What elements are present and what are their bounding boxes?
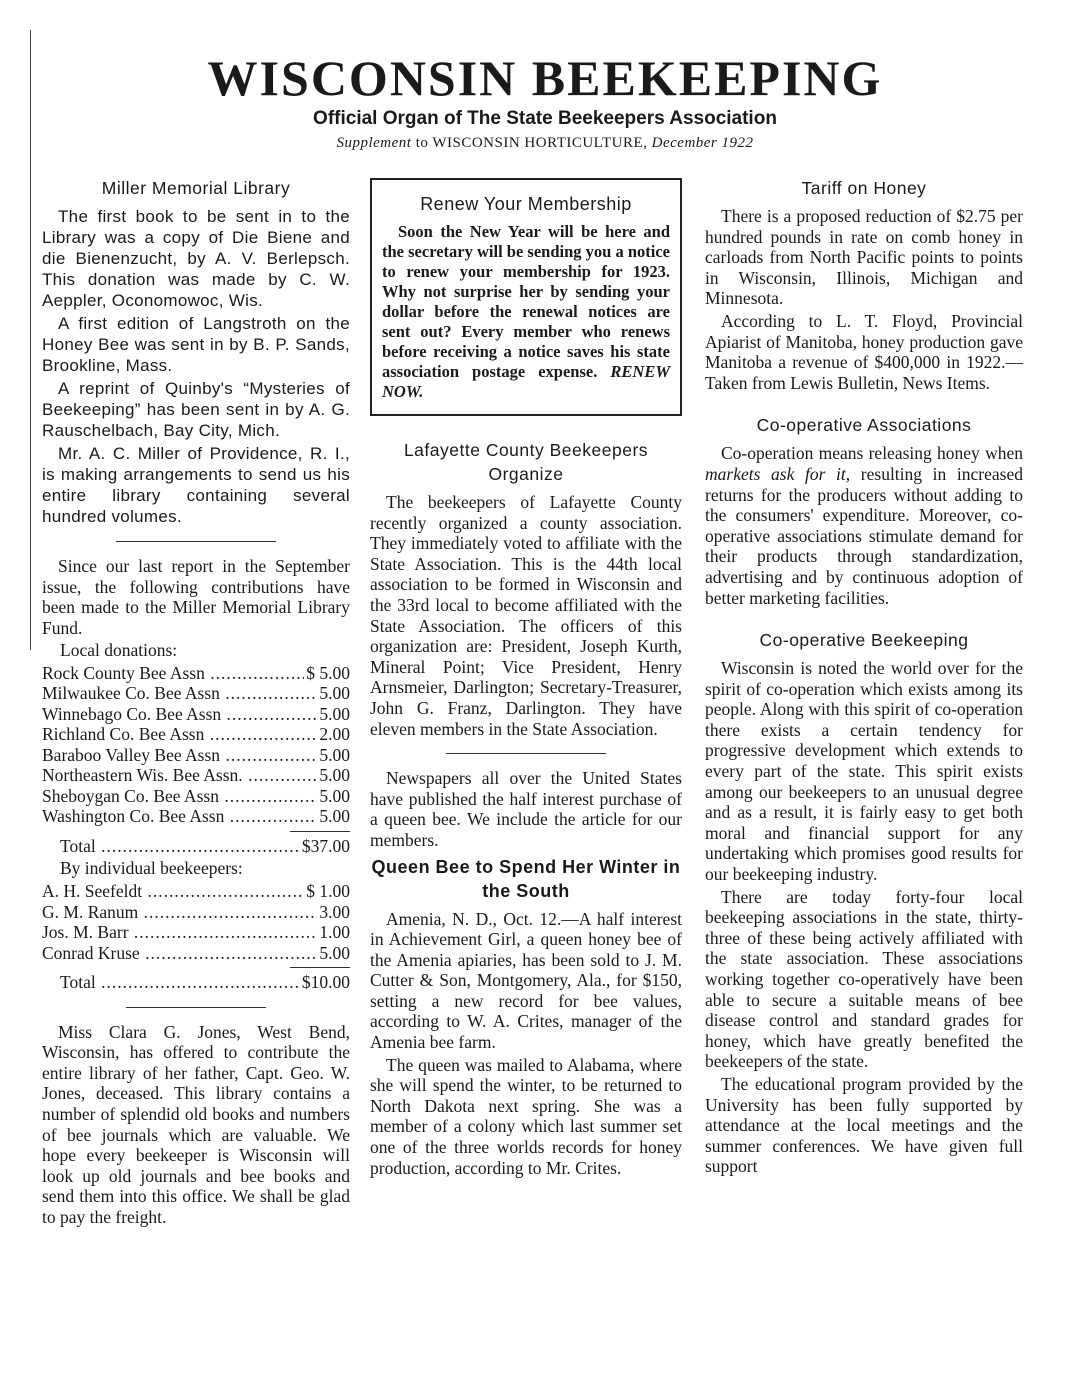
donor-name: Jos. M. Barr .....: [42, 922, 317, 943]
tariff-paragraph: There is a proposed reduction of $2.75 per hundred pounds in rate on comb honey in carloads from North Pacific points to points in Wisconsin, Illinois, Michigan and Minnesota.: [705, 206, 1023, 309]
donation-row: [42, 806, 350, 827]
miller-library-heading: Miller Memorial Library: [101, 178, 291, 198]
column-middle: [370, 172, 682, 1180]
column-left: [42, 172, 350, 1230]
renew-membership-text: [382, 222, 670, 402]
donor-name: Milwaukee Co. Bee Assn .....: [42, 683, 317, 704]
donation-amount: $ 5.00: [306, 662, 350, 683]
donor-name: Richland Co. Bee Assn .....: [42, 724, 317, 745]
local-total-row: [42, 836, 350, 857]
article-paragraph: A reprint of Quinby's “Mysteries of Beekeeping” has been sent in by A. G. Rauschelbach, Bay City, Mich.: [42, 379, 350, 440]
donation-amount: 1.00: [319, 922, 350, 943]
donor-name: G. M. Ranum .....: [42, 902, 317, 923]
donor-name: Rock County Bee Assn .....: [42, 663, 304, 684]
spacer: [705, 610, 1023, 624]
donation-amount: 5.00: [319, 806, 350, 827]
donor-name: Sheboygan Co. Bee Assn .....: [42, 786, 317, 807]
donation-amount: 5.00: [319, 765, 350, 786]
donation-amount: $ 1.00: [306, 881, 350, 902]
newspapers-paragraph: Newspapers all over the United States have published the half interest purchase of a queen bee. We include the article for our members.: [370, 768, 682, 850]
section-divider: [126, 1007, 266, 1008]
donation-row: [42, 765, 350, 786]
tariff-paragraph: According to L. T. Floyd, Provincial Apiarist of Manitoba, honey production gave Manitoba a revenue of $400,000 in 1922.—Taken from Lewis Bulletin, News Items.: [705, 310, 1023, 393]
coop-text: resulting in increased returns for the producers without adding to the consumers' expenditure. Moreover, co-operative associations stimulate demand for their products through standardization, advertising and by continuous adoption of better marketing facilities.: [705, 463, 1023, 608]
article-paragraph: The first book to be sent in to the Library was a copy of Die Biene and die Bienenzucht, by A. V. Berlepsch. This donation was made by C. W. Aeppler, Oconomowoc, Wis.: [42, 207, 350, 310]
donation-row: [42, 663, 350, 684]
donor-name: Winnebago Co. Bee Assn .....: [42, 704, 317, 725]
coop-beekeeping-heading: Co-operative Beekeeping: [759, 630, 969, 651]
individual-donations-label: By individual beekeepers:: [60, 858, 243, 879]
supplement-text: to WISCONSIN HORTICULTURE,: [411, 135, 648, 151]
spacer: [705, 395, 1023, 409]
lafayette-paragraph: The beekeepers of Lafayette County recently organized a county association. They immediately voted to affiliate with the State Association. This is the 44th local association to be formed in Wisconsin and the 33rd local to become affiliated with the State Association. The officers of this organization are: President, Joseph Kurth, Mineral Point; Vice President, Henry Arnsmeier, Darlington; Secretary-Treasurer, John G. Franz, Darlington. They have eleven members in the State Association.: [370, 492, 682, 739]
donation-amount: 5.00: [319, 744, 350, 765]
coop-beekeeping-paragraph: The educational program provided by the University has been fully supported by attendance at the local meetings and the summer conferences. We have given full support: [705, 1073, 1023, 1177]
donation-row: [42, 683, 350, 704]
renew-membership-box: [370, 178, 682, 416]
coop-associations-paragraph: [705, 443, 1023, 608]
donor-name: A. H. Seefeldt .....: [42, 881, 304, 902]
section-divider: [116, 541, 276, 542]
coop-beekeeping-paragraph: There are today forty-four local beekeeping associations in the state, thirty-three of these being actively affiliated with the state association. These associations working together co-operatively have been able to secure a suitable means of bee disease control and standard grades for honey, which have greatly benefited the beekeepers of the state.: [705, 886, 1023, 1072]
renew-now-callout: RENEW NOW.: [382, 362, 670, 401]
individual-total-row: [42, 972, 350, 993]
donation-row: [42, 922, 350, 943]
miller-library-article: [42, 206, 350, 527]
local-total-amount: $37.00: [301, 835, 350, 856]
donor-name: Northeastern Wis. Bee Assn. .....: [42, 765, 317, 786]
coop-associations-heading: Co-operative Associations: [756, 415, 972, 436]
coop-beekeeping-paragraph: Wisconsin is noted the world over for the spirit of co-operation which exists among its people. Along with this spirit of co-operation there exists a certain tendency for progressive development which extends to every part of the state. This spirit exists among our beekeepers to an unusual degree and as a result, it is fairly easy to get both moral and financial support for any undertaking which promises good results for our beekeeping industry.: [705, 658, 1023, 885]
fund-intro: Since our last report in the September issue, the following contributions have been made to the Miller Memorial Library Fund.: [42, 556, 350, 638]
donation-row: [42, 943, 350, 964]
local-donations-list: [42, 663, 350, 857]
local-donations-label: Local donations:: [60, 640, 178, 661]
column-right: [705, 172, 1023, 1179]
queen-bee-heading: Queen Bee to Spend Her Winter in the South: [371, 856, 681, 901]
donation-amount: 5.00: [319, 683, 350, 704]
tariff-heading: Tariff on Honey: [801, 178, 927, 198]
article-paragraph: Mr. A. C. Miller of Providence, R. I., is making arrangements to send us his entire library containing several hundred volumes.: [42, 444, 350, 526]
supplement-italic: Supplement: [336, 135, 412, 151]
donor-name: Conrad Kruse .....: [42, 943, 317, 964]
donation-row: [42, 704, 350, 725]
supplement-line: [0, 132, 1090, 154]
article-paragraph: A first edition of Langstroth on the Honey Bee was sent in by B. P. Sands, Brookline, Mass.: [42, 314, 350, 375]
donation-amount: 2.00: [319, 724, 350, 745]
total-label: Total .....: [42, 972, 300, 993]
jones-library-paragraph: Miss Clara G. Jones, West Bend, Wisconsin, has offered to contribute the entire library of her father, Capt. Geo. W. Jones, deceased. This library contains a number of splendid old books and numbers of bee journals which are valuable. We hope every beekeeper is Wisconsin will look up old journals and bee books and send them into this office. We shall be glad to pay the freight.: [42, 1021, 350, 1227]
coop-text: Co-operation means releasing honey when: [721, 443, 1023, 464]
donation-row: [42, 724, 350, 745]
total-rule: [290, 831, 350, 832]
donation-row: [42, 902, 350, 923]
publication-subtitle: Official Organ of The State Beekeepers Association: [313, 108, 777, 129]
renew-body: Soon the New Year will be here and the secretary will be sending you a notice to renew your membership for 1923. Why not surprise her by sending your dollar before the renewal notices are sent out? Every member who renews before receiving a notice saves his state association postage expense.: [382, 222, 670, 381]
donation-amount: 5.00: [319, 785, 350, 806]
supplement-date: December 1922: [651, 135, 754, 151]
individual-total-amount: $10.00: [301, 972, 350, 993]
donation-amount: 5.00: [319, 942, 350, 963]
masthead: [0, 50, 1090, 154]
section-divider: [446, 753, 606, 754]
donation-row: [42, 881, 350, 902]
donor-name: Baraboo Valley Bee Assn .....: [42, 745, 317, 766]
queen-bee-paragraph: The queen was mailed to Alabama, where she will spend the winter, to be returned to North Dakota next spring. She was a member of a colony which last summer set one of the three worlds records for honey production, according to Mr. Crites.: [370, 1054, 682, 1178]
donation-amount: 5.00: [319, 703, 350, 724]
individual-donations-list: [42, 881, 350, 993]
donation-amount: 3.00: [319, 901, 350, 922]
publication-title: WISCONSIN BEEKEEPING: [207, 50, 883, 106]
donation-row: [42, 786, 350, 807]
total-rule: [290, 967, 350, 968]
queen-bee-paragraph: Amenia, N. D., Oct. 12.—A half interest in Achievement Girl, a queen honey bee of the Amenia apiaries, has been sold to J. M. Cutter & Son, Montgomery, Ala., for $150, setting a new record for bee values, according to W. A. Crites, manager of the Amenia bee farm.: [370, 908, 682, 1053]
lafayette-heading: Lafayette County Beekeepers Organize: [403, 440, 649, 484]
donor-name: Washington Co. Bee Assn .....: [42, 806, 317, 827]
coop-italic-text: markets ask for it,: [705, 463, 851, 484]
renew-membership-heading: Renew Your Membership: [420, 194, 632, 214]
total-label: Total .....: [42, 836, 300, 857]
donation-row: [42, 745, 350, 766]
